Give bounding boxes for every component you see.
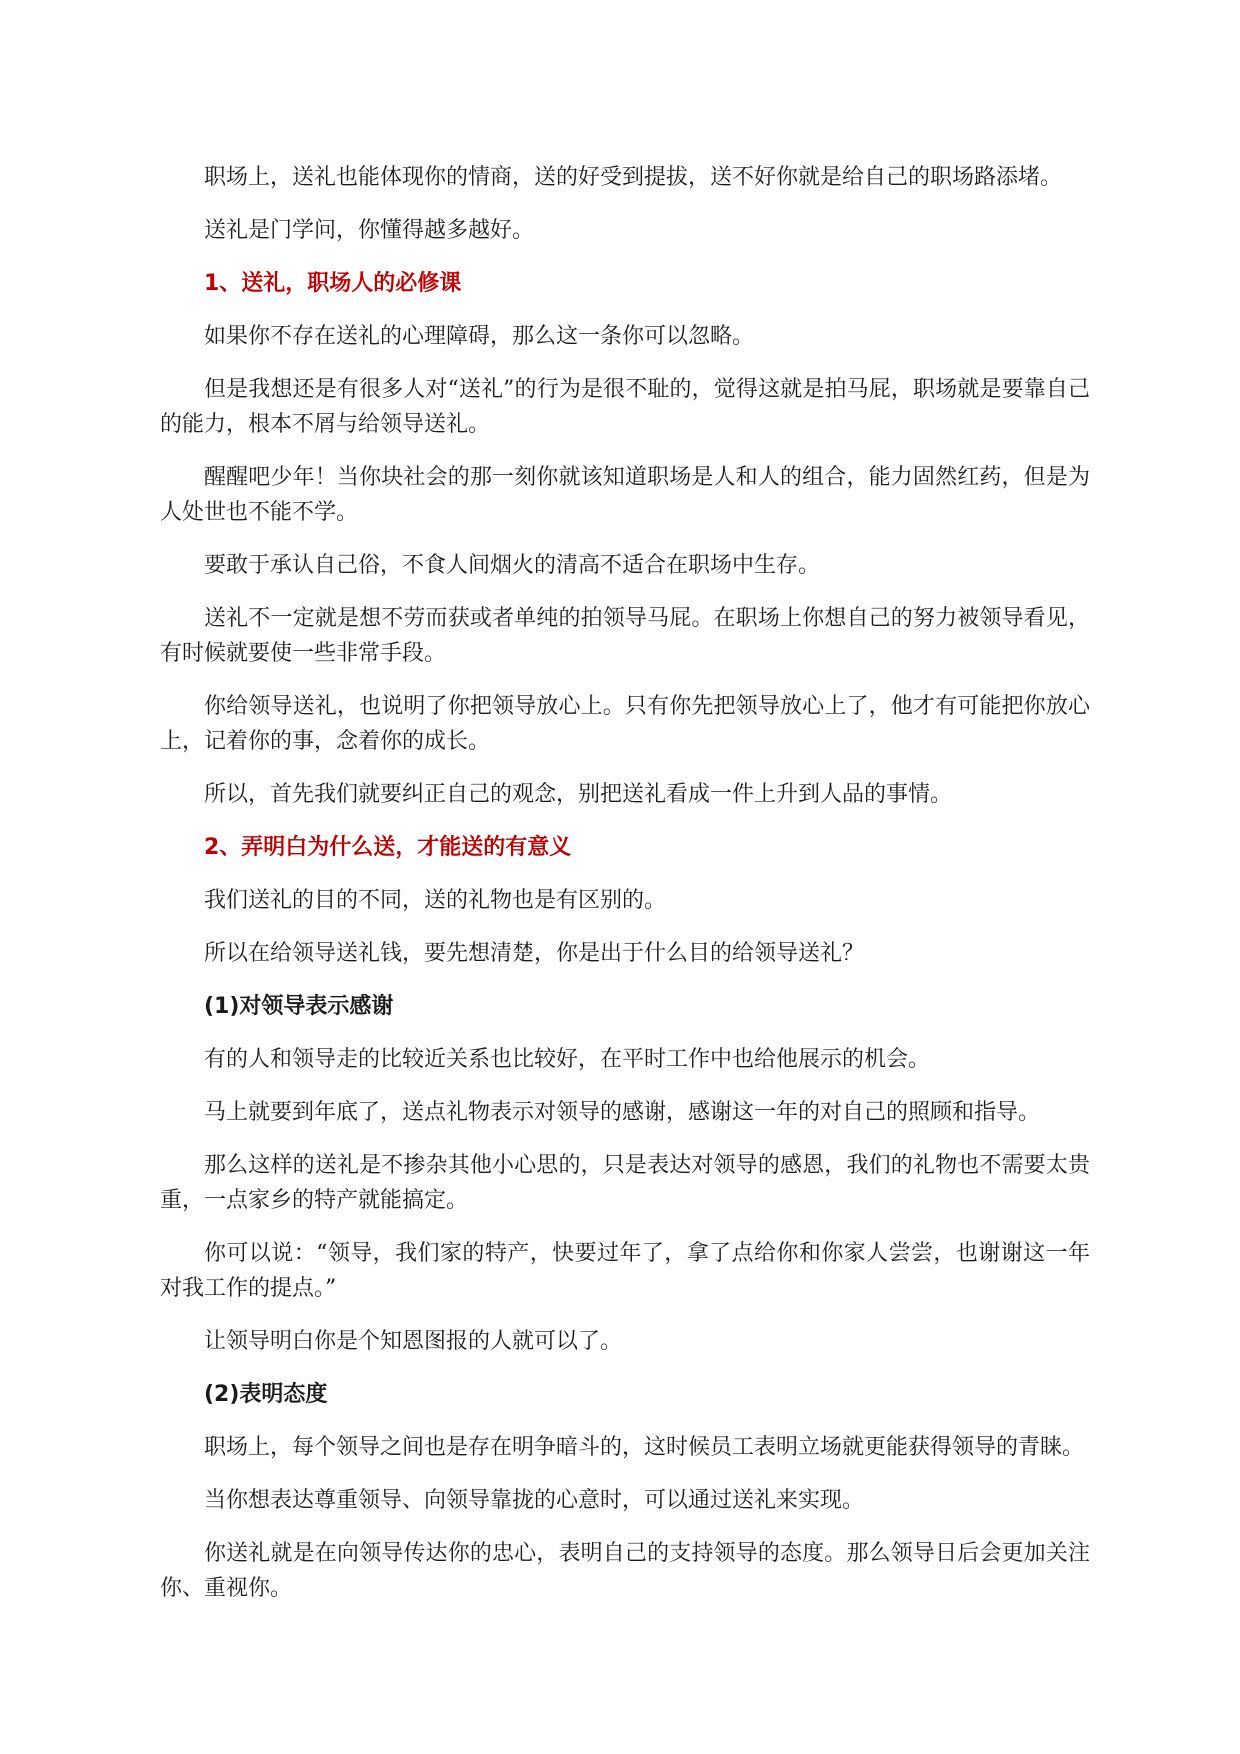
paragraph: 你给领导送礼，也说明了你把领导放心上。只有你先把领导放心上了，他才有可能把你放心上，记着你的事，念着你的成长。	[160, 694, 1090, 754]
paragraph: 当你想表达尊重领导、向领导靠拢的心意时，可以通过送礼来实现。	[204, 1488, 865, 1513]
paragraph: 让领导明白你是个知恩图报的人就可以了。	[204, 1329, 623, 1354]
paragraph: 送礼是门学问，你懂得越多越好。	[204, 218, 535, 243]
paragraph: 有的人和领导走的比较近关系也比较好，在平时工作中也给他展示的机会。	[204, 1047, 931, 1072]
section-heading: 1、送礼，职场人的必修课	[204, 271, 462, 296]
paragraph: 如果你不存在送礼的心理障碍，那么这一条你可以忽略。	[204, 324, 755, 349]
paragraph: 我们送礼的目的不同，送的礼物也是有区别的。	[204, 888, 667, 913]
paragraph: 你可以说：“领导，我们家的特产，快要过年了，拿了点给你和你家人尝尝，也谢谢这一年对我工作的提点。”	[160, 1241, 1091, 1301]
paragraph: 职场上，送礼也能体现你的情商，送的好受到提拔，送不好你就是给自己的职场路添堵。	[204, 165, 1063, 190]
document-body	[160, 160, 1090, 1624]
paragraph: 醒醒吧少年！当你块社会的那一刻你就该知道职场是人和人的组合，能力固然红药，但是为人处世也不能不学。	[160, 465, 1090, 525]
subsection-heading: (1)对领导表示感谢	[204, 994, 394, 1019]
paragraph: 送礼不一定就是想不劳而获或者单纯的拍领导马屁。在职场上你想自己的努力被领导看见，有时候就要使一些非常手段。	[160, 606, 1090, 666]
paragraph: 马上就要到年底了，送点礼物表示对领导的感谢，感谢这一年的对自己的照顾和指导。	[204, 1100, 1041, 1125]
paragraph: 那么这样的送礼是不掺杂其他小心思的，只是表达对领导的感恩，我们的礼物也不需要太贵重，一点家乡的特产就能搞定。	[160, 1153, 1090, 1213]
paragraph: 所以在给领导送礼钱，要先想清楚，你是出于什么目的给领导送礼？	[204, 941, 865, 966]
paragraph: 要敢于承认自己俗，不食人间烟火的清高不适合在职场中生存。	[204, 553, 821, 578]
subsection-heading: (2)表明态度	[204, 1382, 328, 1407]
paragraph: 职场上，每个领导之间也是存在明争暗斗的，这时候员工表明立场就更能获得领导的青睐。	[204, 1435, 1085, 1460]
paragraph: 但是我想还是有很多人对“送礼”的行为是很不耻的，觉得这就是拍马屁，职场就是要靠自己的能力，根本不屑与给领导送礼。	[160, 377, 1090, 437]
paragraph: 你送礼就是在向领导传达你的忠心，表明自己的支持领导的态度。那么领导日后会更加关注你、重视你。	[160, 1541, 1090, 1601]
paragraph: 所以，首先我们就要纠正自己的观念，别把送礼看成一件上升到人品的事情。	[204, 782, 953, 807]
section-heading: 2、弄明白为什么送，才能送的有意义	[204, 835, 572, 860]
